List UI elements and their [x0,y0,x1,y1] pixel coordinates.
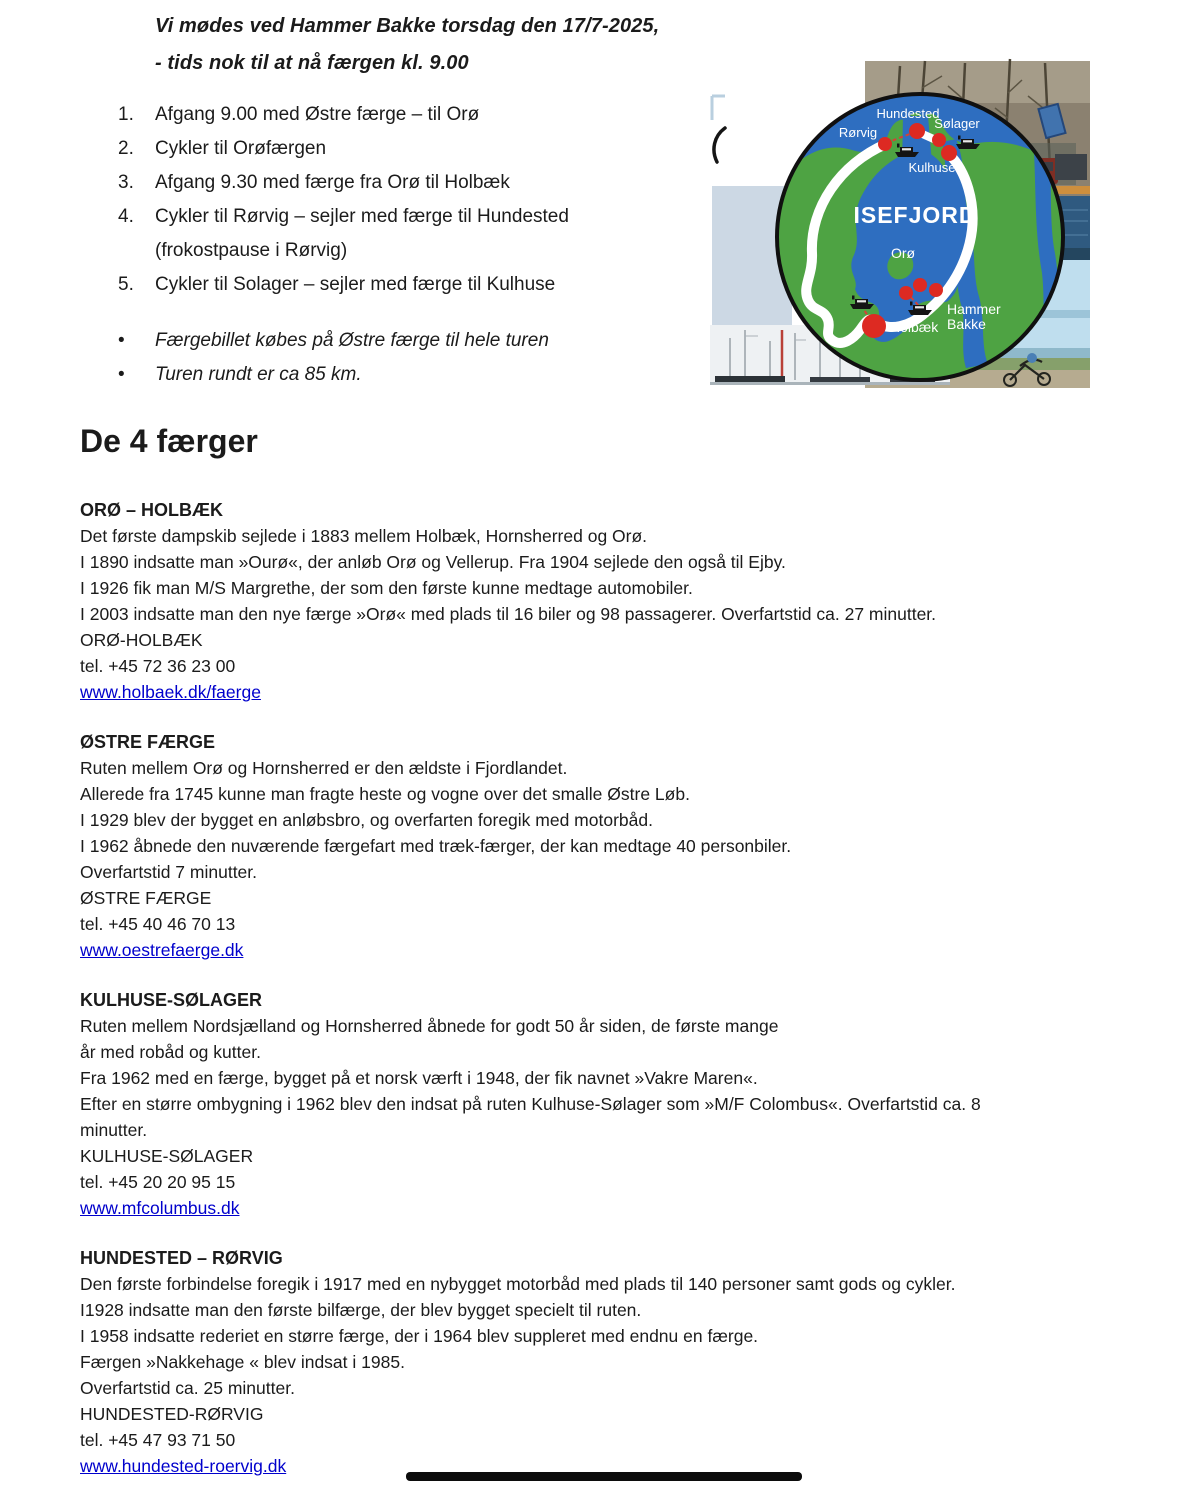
phone-line: tel. +45 47 93 71 50 [80,1430,236,1450]
item-text: Cykler til Solager – sejler med færge til Kulhuse [155,274,556,295]
item-number: 1. [118,104,134,125]
bullet-marker: • [118,330,125,351]
itinerary-item-5 [118,268,625,302]
item-text: Cykler til Rørvig – sejler med færge til Hundested (frokostpause i Rørvig) [155,206,569,261]
body-line: Fra 1962 med en færge, bygget på et norsk værft i 1948, der fik navnet »Vakre Maren«. [80,1068,758,1088]
body-line: Ruten mellem Orø og Hornsherred er den ældste i Fjordlandet. [80,758,568,778]
itinerary-list [118,98,625,302]
stop-south-1 [899,286,913,300]
corner-bracket-mark [712,96,725,120]
body-line: Allerede fra 1745 kunne man fragte heste og vogne over det smalle Østre Løb. [80,784,690,804]
route-name-line: ORØ-HOLBÆK [80,630,203,650]
itinerary-item-1 [118,98,625,132]
website-link[interactable]: www.hundested-roervig.dk [80,1456,287,1476]
item-number: 3. [118,172,134,193]
body-line: Overfartstid ca. 25 minutter. [80,1378,295,1398]
section-heading: ORØ – HOLBÆK [80,500,224,520]
route-name-line: HUNDESTED-RØRVIG [80,1404,264,1424]
body-line: minutter. [80,1120,148,1140]
item-text: Cykler til Orøfærgen [155,138,327,159]
item-text: Afgang 9.00 med Østre færge – til Orø [155,104,480,125]
meeting-line-1: Vi mødes ved Hammer Bakke torsdag den 17/7-2025, [155,15,660,37]
section-hundested-rorvig [80,1245,1150,1479]
note-item-2 [118,358,549,392]
route-name-line: ØSTRE FÆRGE [80,888,212,908]
body-line: Ruten mellem Nordsjælland og Hornsherred åbnede for godt 50 år siden, de første mange [80,1016,779,1036]
section-heading: ØSTRE FÆRGE [80,732,216,752]
section-heading: HUNDESTED – RØRVIG [80,1248,283,1268]
body-line: I 1890 indsatte man »Ourø«, der anløb Orø og Vellerup. Fra 1904 sejlede den også til Ejby. [80,552,786,572]
body-line: I 1926 fik man M/S Margrethe, der som den første kunne medtage automobiler. [80,578,693,598]
stop-holbaek [862,314,886,338]
body-line: år med robåd og kutter. [80,1042,261,1062]
item-text: Afgang 9.30 med færge fra Orø til Holbæk [155,172,510,193]
item-number: 2. [118,138,134,159]
ferries-main [80,418,1150,1479]
phone-line: tel. +45 40 46 70 13 [80,914,236,934]
route-name-line: KULHUSE-SØLAGER [80,1146,254,1166]
phone-line: tel. +45 20 20 95 15 [80,1172,236,1192]
note-text: Færgebillet købes på Østre færge til hele turen [155,330,549,351]
label-kulhuse: Kulhuse [908,160,956,175]
footer-rule [406,1472,802,1481]
note-text: Turen rundt er ca 85 km. [155,364,362,385]
label-hammer-bakke-1: Hammer [947,301,1001,317]
stop-south-2 [913,278,927,292]
stop-kulhuse [941,145,957,161]
body-line: I 1958 indsatte rederiet en større færge, der i 1964 blev suppleret med endnu en færge. [80,1326,759,1346]
body-line: I1928 indsatte man den første bilfærge, der blev bygget specielt til ruten. [80,1300,642,1320]
meeting-line-2: - tids nok til at nå færgen kl. 9.00 [155,52,469,74]
stop-south-3 [929,283,943,297]
itinerary-item-2 [118,132,625,166]
website-link[interactable]: www.holbaek.dk/faerge [80,682,261,702]
body-line: Det første dampskib sejlede i 1883 mellem Holbæk, Hornsherred og Orø. [80,526,648,546]
phone-line: tel. +45 72 36 23 00 [80,656,236,676]
label-holbaek: Holbæk [890,319,939,335]
label-hundested: Hundested [876,106,940,121]
page-title: De 4 færger [80,423,258,459]
body-line: Overfartstid 7 minutter. [80,862,258,882]
bullet-marker: • [118,364,125,385]
section-kulhuse-solager [80,987,1150,1221]
meeting-note [155,8,659,82]
website-link[interactable]: www.mfcolumbus.dk [80,1198,240,1218]
website-link[interactable]: www.oestrefaerge.dk [80,940,244,960]
parenthesis-mark [714,128,725,162]
body-line: Efter en større ombygning i 1962 blev den indsat på ruten Kulhuse-Sølager som »M/F Colombus«. Overfartstid ca. 8 [80,1094,981,1114]
notes-list [118,324,549,392]
itinerary-item-3 [118,166,625,200]
body-line: Færgen »Nakkehage « blev indsat i 1985. [80,1352,405,1372]
stop-hundested [909,123,925,139]
isefjord-map-svg [710,58,1090,390]
section-oestre-faerge [80,729,1150,963]
label-rorvig: Rørvig [838,125,878,140]
label-solager: Sølager [934,116,980,131]
isefjord-map-figure [710,58,1090,390]
stop-solager [932,133,946,147]
label-oro: Orø [890,245,916,261]
label-isefjord: ISEFJORD [853,202,977,228]
itinerary-item-4 [118,200,625,268]
section-oro-holbaek [80,497,1150,705]
item-number: 5. [118,274,134,295]
body-line: I 2003 indsatte man den nye færge »Orø« med plads til 16 biler og 98 passagerer. Overfartstid ca. 27 minutter. [80,604,937,624]
body-line: I 1962 åbnede den nuværende færgefart med træk-færger, der kan medtage 40 personbiler. [80,836,792,856]
body-line: I 1929 blev der bygget en anløbsbro, og overfarten foregik med motorbåd. [80,810,653,830]
note-item-1 [118,324,549,358]
body-line: Den første forbindelse foregik i 1917 med en nybygget motorbåd med plads til 140 personer samt gods og cykler. [80,1274,956,1294]
section-heading: KULHUSE-SØLAGER [80,990,263,1010]
stop-rorvig [878,137,892,151]
label-hammer-bakke-2: Bakke [947,316,986,332]
item-number: 4. [118,206,134,227]
